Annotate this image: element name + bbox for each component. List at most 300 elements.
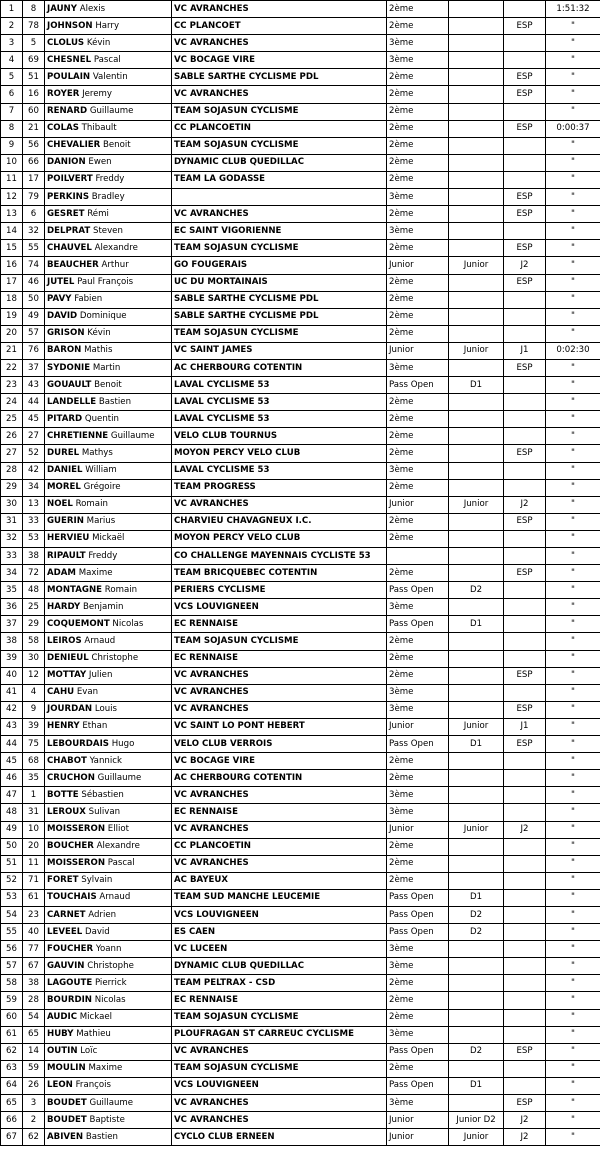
bib-number-cell [23,1043,45,1060]
rider-firstname: Mathis [84,345,113,356]
rank-text: 3 [8,37,15,48]
sub-category-cell [504,770,546,787]
time-cell [546,18,600,35]
rider-firstname: Evan [76,687,99,698]
bib-number-text: 33 [28,516,39,527]
time-cell [546,838,600,855]
time-cell [546,804,600,821]
rider-name-cell [45,770,172,787]
sub-category-cell [504,462,546,479]
category-detail-cell [449,924,504,941]
rider-firstname: Steven [92,225,123,236]
rider-name-cell [45,462,172,479]
rank-text: 30 [6,499,17,510]
category-cell [387,530,449,547]
bib-number-text: 26 [28,1080,39,1091]
rider-firstname: Yoann [95,943,122,954]
bib-number-text: 10 [28,824,39,835]
rank-text: 35 [6,584,17,595]
rider-lastname: MOREL [47,482,81,493]
category-text: 2ème [389,994,414,1005]
club-text: CC PLANCOET [174,20,241,31]
rider-name-cell [45,667,172,684]
club-text: VC LUCEEN [174,943,228,954]
bib-number-text: 45 [28,413,39,424]
rider-name-cell [45,377,172,394]
sub-category-text: ESP [516,208,533,219]
category-detail-cell [449,821,504,838]
time-text: " [571,1063,575,1074]
sub-category-cell [504,171,546,188]
bib-number-text: 55 [28,242,39,253]
category-text: 3ème [389,1097,414,1108]
category-text: Junior [389,721,414,732]
category-detail-cell [449,975,504,992]
category-cell [387,154,449,171]
rank-cell [1,548,23,565]
category-text: 2ème [389,755,414,766]
table-row [1,462,600,479]
rank-cell [1,633,23,650]
rider-lastname: GOUAULT [47,379,92,390]
rider-name-cell [45,325,172,342]
rider-lastname: TOUCHAIS [47,892,97,903]
table-row [1,206,600,223]
rider-firstname: Benoit [102,140,131,151]
rider-lastname: BOUCHER [47,841,94,852]
club-cell [172,530,387,547]
club-cell [172,359,387,376]
category-detail-cell [449,35,504,52]
club-cell [172,770,387,787]
time-cell [546,325,600,342]
rider-firstname: Louis [94,704,118,715]
category-text: Junior [389,259,414,270]
time-cell [546,1095,600,1112]
bib-number-cell [23,137,45,154]
category-text: Pass Open [389,909,434,920]
rider-firstname: Rémi [87,208,109,219]
sub-category-text: J1 [520,721,529,732]
rider-name-cell [45,171,172,188]
category-text: 3ème [389,687,414,698]
category-cell [387,838,449,855]
rank-cell [1,411,23,428]
sub-category-text: ESP [516,738,533,749]
rider-lastname: LAGOUTE [47,977,93,988]
rider-firstname: Maxime [78,567,113,578]
rider-firstname: Romain [104,584,138,595]
rider-firstname: Pierrick [94,977,127,988]
rider-lastname: SYDONIE [47,362,91,373]
category-text: Pass Open [389,1046,434,1057]
bib-number-text: 56 [28,140,39,151]
club-cell [172,924,387,941]
rank-text: 23 [6,379,17,390]
time-cell [546,821,600,838]
sub-category-cell [504,548,546,565]
category-text: 2ème [389,447,414,458]
time-text: " [571,533,575,544]
rank-text: 19 [6,311,17,322]
bib-number-text: 57 [28,328,39,339]
sub-category-text: ESP [516,447,533,458]
rank-text: 20 [6,328,17,339]
club-cell [172,479,387,496]
bib-number-text: 72 [28,567,39,578]
club-text: GO FOUGERAIS [174,259,248,270]
rank-cell [1,35,23,52]
club-cell [172,377,387,394]
category-detail-cell [449,120,504,137]
rank-text: 12 [6,191,17,202]
rank-text: 63 [6,1063,17,1074]
time-text: " [571,277,575,288]
sub-category-cell [504,582,546,599]
bib-number-text: 3 [30,1097,37,1108]
category-detail-cell [449,513,504,530]
rank-cell [1,86,23,103]
bib-number-text: 52 [28,447,39,458]
time-text: " [571,499,575,510]
time-text: " [571,174,575,185]
rider-lastname: ADAM [47,567,76,578]
table-row [1,377,600,394]
rider-firstname: Adrien [88,909,117,920]
rider-lastname: COQUEMONT [47,618,110,629]
sub-category-cell [504,325,546,342]
sub-category-text: ESP [516,1097,533,1108]
rank-text: 42 [6,704,17,715]
rider-lastname: MOISSERON [47,858,106,869]
category-text: Junior [389,824,414,835]
category-detail-cell [449,86,504,103]
table-row [1,496,600,513]
table-row [1,428,600,445]
rank-cell [1,462,23,479]
rider-name-cell [45,479,172,496]
rank-cell [1,906,23,923]
category-detail-cell [449,770,504,787]
category-text: Pass Open [389,926,434,937]
time-text: " [571,157,575,168]
club-text: VC SAINT JAMES [174,345,253,356]
sub-category-cell [504,821,546,838]
rider-name-cell [45,718,172,735]
category-text: Pass Open [389,738,434,749]
sub-category-text: J2 [520,499,529,510]
category-cell [387,18,449,35]
time-text: " [571,636,575,647]
category-detail-cell [449,650,504,667]
table-row [1,291,600,308]
category-cell [387,377,449,394]
table-row [1,906,600,923]
rider-lastname: BOUDET [47,1097,87,1108]
rank-cell [1,1043,23,1060]
category-text: 2ème [389,567,414,578]
rider-name-cell [45,1095,172,1112]
bib-number-text: 54 [28,1012,39,1023]
time-cell [546,69,600,86]
rank-text: 4 [8,54,15,65]
time-text: " [571,225,575,236]
table-row [1,1009,600,1026]
category-cell [387,1112,449,1129]
club-text: EC SAINT VIGORIENNE [174,225,282,236]
time-text: " [571,721,575,732]
category-cell [387,770,449,787]
bib-number-cell [23,599,45,616]
rider-lastname: LEROUX [47,806,86,817]
table-row [1,86,600,103]
rider-name-cell [45,513,172,530]
bib-number-cell [23,889,45,906]
rider-lastname: GUERIN [47,516,84,527]
category-detail-cell [449,154,504,171]
category-cell [387,889,449,906]
rider-lastname: BEAUCHER [47,259,99,270]
rider-name-cell [45,240,172,257]
table-row [1,616,600,633]
rider-firstname: Bradley [91,191,125,202]
rider-name-cell [45,308,172,325]
bib-number-text: 8 [30,3,37,14]
category-text: 2ème [389,841,414,852]
time-text: " [571,601,575,612]
table-row [1,103,600,120]
table-row [1,941,600,958]
rank-cell [1,103,23,120]
category-detail-cell [449,189,504,206]
bib-number-text: 51 [28,71,39,82]
category-cell [387,35,449,52]
sub-category-cell [504,1043,546,1060]
club-cell [172,52,387,69]
rider-lastname: CHABOT [47,755,87,766]
time-text: " [571,772,575,783]
club-cell [172,821,387,838]
table-row [1,753,600,770]
club-text: EC RENNAISE [174,653,238,664]
category-detail-cell [449,223,504,240]
club-text: MOYON PERCY VELO CLUB [174,447,301,458]
table-row [1,35,600,52]
rider-lastname: RIPAULT [47,550,86,561]
category-cell [387,1009,449,1026]
time-text: " [571,396,575,407]
rider-lastname: LEIROS [47,636,82,647]
rider-name-cell [45,530,172,547]
club-cell [172,308,387,325]
time-cell [546,855,600,872]
rider-firstname: Sulivan [88,806,121,817]
time-cell [546,274,600,291]
category-text: 3ème [389,191,414,202]
time-text: " [571,328,575,339]
club-cell [172,428,387,445]
category-detail-cell [449,411,504,428]
bib-number-text: 17 [28,174,39,185]
club-text: TEAM SOJASUN CYCLISME [174,328,299,339]
bib-number-text: 49 [28,311,39,322]
category-text: 2ème [389,208,414,219]
bib-number-text: 6 [30,208,37,219]
category-cell [387,52,449,69]
rider-name-cell [45,103,172,120]
rank-text: 18 [6,294,17,305]
time-text: " [571,379,575,390]
rider-lastname: BOUDET [47,1114,87,1125]
club-cell [172,1060,387,1077]
rank-text: 1 [8,3,15,14]
category-detail-cell [449,753,504,770]
sub-category-cell [504,189,546,206]
rider-lastname: PITARD [47,413,83,424]
category-detail-text: Junior D2 [456,1114,496,1125]
time-text: " [571,994,575,1005]
club-text: AC CHERBOURG COTENTIN [174,362,303,373]
table-row [1,787,600,804]
club-text: PERIERS CYCLISME [174,584,266,595]
rider-firstname: Ethan [82,721,108,732]
sub-category-cell [504,445,546,462]
category-detail-text: D1 [469,892,483,903]
rank-cell [1,958,23,975]
bib-number-text: 34 [28,482,39,493]
time-cell [546,257,600,274]
rider-lastname: MOISSERON [47,824,106,835]
category-detail-cell [449,718,504,735]
rank-cell [1,1009,23,1026]
rank-cell [1,701,23,718]
club-text: VC AVRANCHES [174,208,249,219]
rider-lastname: DENIEUL [47,653,89,664]
club-text: ES CAEN [174,926,216,937]
category-detail-cell [449,325,504,342]
table-row [1,325,600,342]
sub-category-cell [504,137,546,154]
club-cell [172,69,387,86]
time-cell [546,736,600,753]
rider-name-cell [45,411,172,428]
bib-number-cell [23,1112,45,1129]
sub-category-cell [504,69,546,86]
time-cell [546,872,600,889]
rank-cell [1,291,23,308]
sub-category-cell [504,342,546,359]
sub-category-cell [504,787,546,804]
rank-cell [1,838,23,855]
category-text: 3ème [389,465,414,476]
rider-lastname: JUTEL [47,277,75,288]
time-cell [546,582,600,599]
category-cell [387,599,449,616]
club-cell [172,941,387,958]
category-cell [387,1129,449,1146]
sub-category-text: J2 [520,259,529,270]
club-text: LAVAL CYCLISME 53 [174,413,270,424]
rider-lastname: CLOLUS [47,37,85,48]
bib-number-text: 5 [30,37,37,48]
category-text: 3ème [389,960,414,971]
time-cell [546,189,600,206]
club-text: VC AVRANCHES [174,687,249,698]
bib-number-text: 2 [30,1114,37,1125]
club-text: AC BAYEUX [174,875,229,886]
rank-text: 34 [6,567,17,578]
category-cell [387,257,449,274]
sub-category-text: ESP [516,123,533,134]
bib-number-cell [23,69,45,86]
rider-lastname: LEVEEL [47,926,83,937]
category-cell [387,906,449,923]
rank-cell [1,377,23,394]
rank-text: 49 [6,824,17,835]
table-row [1,633,600,650]
category-cell [387,1026,449,1043]
bib-number-cell [23,479,45,496]
club-cell [172,291,387,308]
category-text: 3ème [389,943,414,954]
sub-category-cell [504,86,546,103]
time-cell [546,941,600,958]
rider-lastname: NOEL [47,499,73,510]
bib-number-text: 37 [28,362,39,373]
bib-number-text: 1 [30,789,37,800]
category-detail-cell [449,684,504,701]
category-detail-cell [449,530,504,547]
category-text: Pass Open [389,379,434,390]
bib-number-cell [23,189,45,206]
rank-cell [1,137,23,154]
club-cell [172,86,387,103]
club-text: LAVAL CYCLISME 53 [174,379,270,390]
bib-number-text: 53 [28,533,39,544]
sub-category-text: ESP [516,191,533,202]
time-cell [546,513,600,530]
time-text: " [571,704,575,715]
bib-number-text: 12 [28,670,39,681]
category-cell [387,736,449,753]
category-text: 3ème [389,37,414,48]
category-text: 3ème [389,54,414,65]
category-cell [387,171,449,188]
club-text: EC RENNAISE [174,618,238,629]
category-detail-cell [449,1129,504,1146]
rider-firstname: Fabien [74,294,103,305]
table-row [1,718,600,735]
sub-category-cell [504,513,546,530]
bib-number-text: 27 [28,430,39,441]
rider-lastname: CAHU [47,687,75,698]
bib-number-text: 13 [28,499,39,510]
category-text: 2ème [389,533,414,544]
category-detail-cell [449,855,504,872]
club-text: SABLE SARTHE CYCLISME PDL [174,294,319,305]
rank-cell [1,274,23,291]
club-cell [172,462,387,479]
rider-name-cell [45,189,172,206]
time-cell [546,479,600,496]
rank-cell [1,855,23,872]
rider-firstname: William [85,465,117,476]
category-cell [387,941,449,958]
table-row [1,274,600,291]
rider-firstname: Pascal [93,54,121,65]
rank-text: 67 [6,1131,17,1142]
time-text: " [571,242,575,253]
